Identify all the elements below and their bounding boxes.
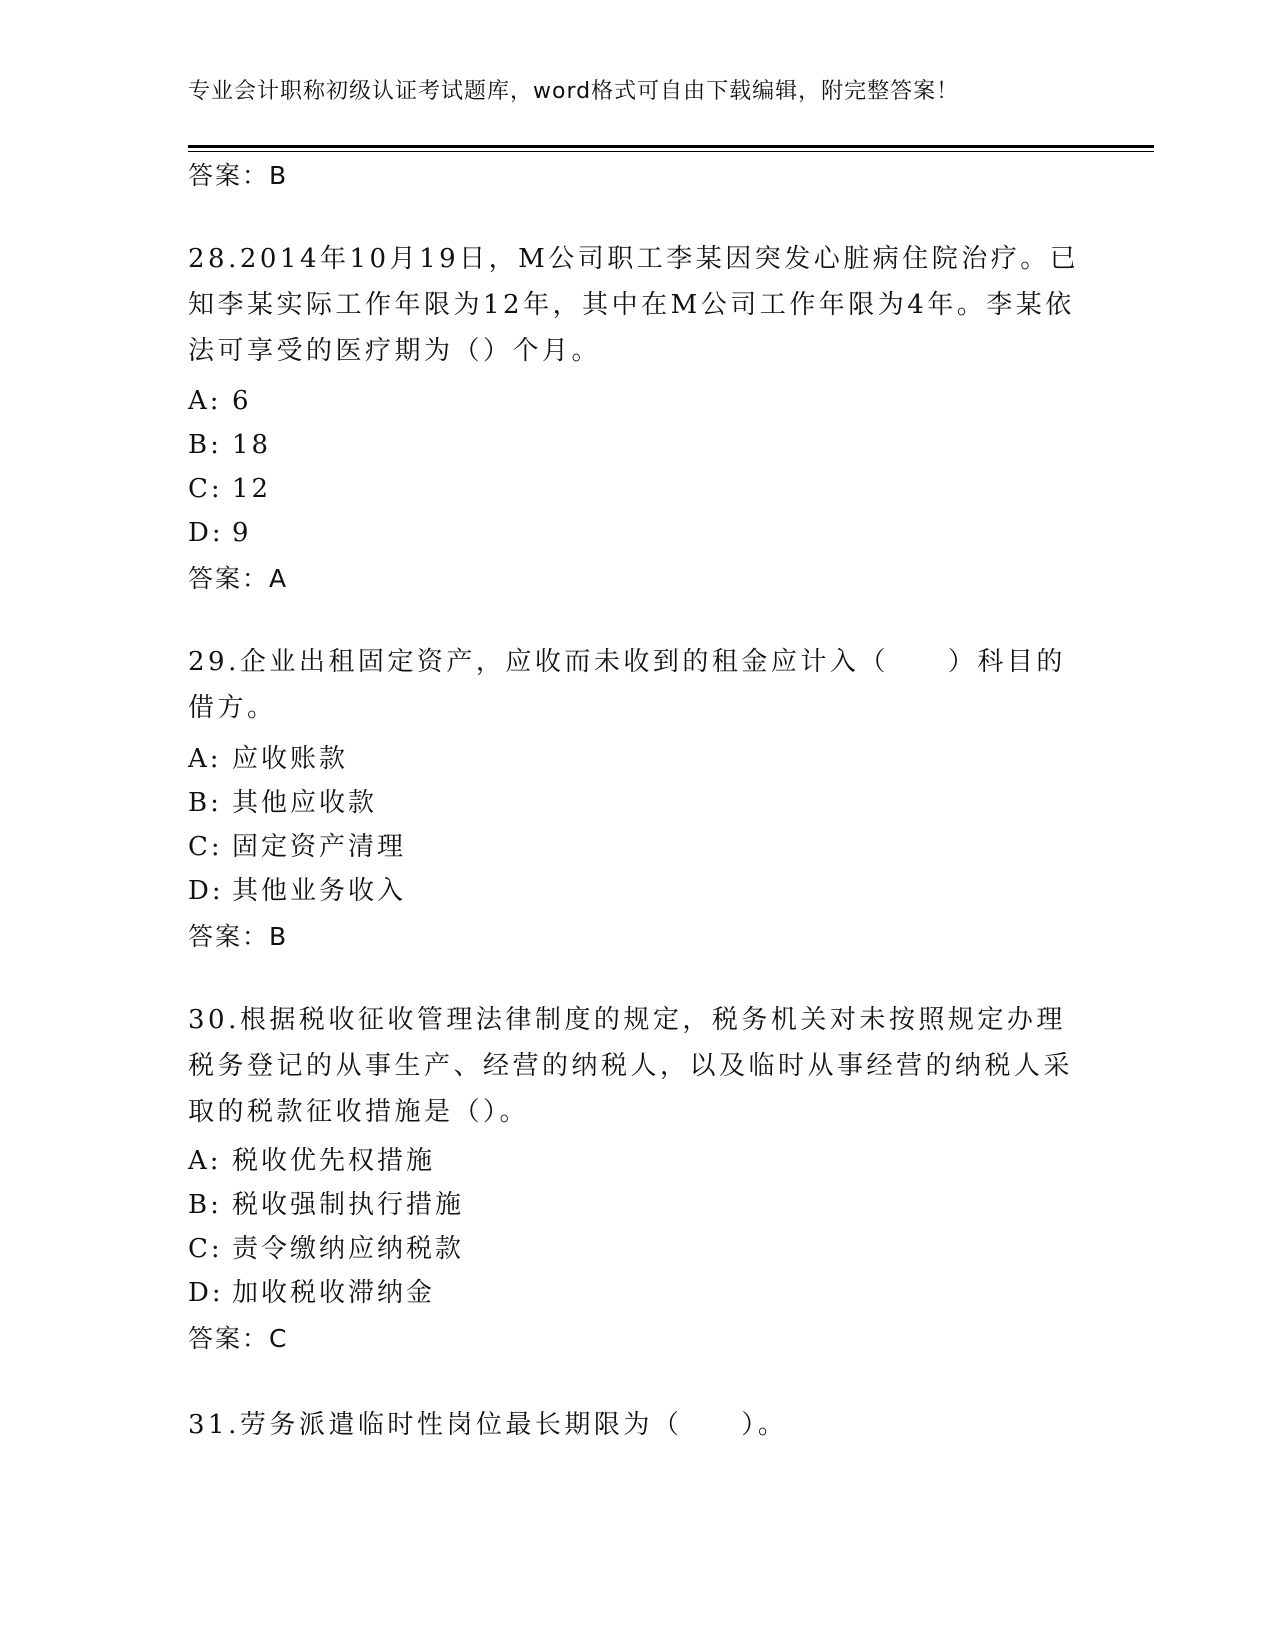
option-text: 12 [232, 474, 272, 504]
header-rule-thick [188, 145, 1154, 148]
option-label: C: [188, 832, 223, 862]
option-label: D: [188, 876, 224, 906]
option-text: 固定资产清理 [232, 832, 407, 862]
question-30-answer: 答案：C [188, 1324, 289, 1353]
option-text: 6 [232, 386, 252, 416]
question-28-option-a [188, 383, 252, 419]
option-label: D: [188, 1278, 224, 1308]
option-text: 加收税收滞纳金 [232, 1278, 436, 1308]
question-31-text: 31.劳务派遣临时性岗位最长期限为（ ）。 [188, 1410, 788, 1440]
option-label: B: [188, 430, 222, 460]
question-30-option-d [188, 1275, 435, 1311]
question-29-option-d [188, 873, 406, 909]
option-label: C: [188, 474, 223, 504]
question-28-text: 28.2014年10月19日，M公司职工李某因突发心脏病住院治疗。已知李某实际工作年限为12年，其中在M公司工作年限为4年。李某依法可享受的医疗期为（）个月。 [188, 244, 1080, 366]
question-29-option-a [188, 741, 348, 777]
question-29-answer: 答案：B [188, 922, 289, 951]
option-label: B: [188, 1190, 222, 1220]
question-28-option-c [188, 471, 271, 507]
option-text: 应收账款 [232, 744, 349, 774]
page-header: 专业会计职称初级认证考试题库，word格式可自由下载编辑，附完整答案！ [188, 79, 960, 104]
option-label: A: [188, 386, 222, 416]
question-28-option-d [188, 515, 252, 551]
option-text: 其他应收款 [232, 788, 378, 818]
question-29-option-c [188, 829, 406, 865]
question-30-option-a [188, 1143, 435, 1179]
option-label: D: [188, 518, 224, 548]
question-30-option-b [188, 1187, 464, 1223]
option-text: 9 [232, 518, 252, 548]
question-29-text: 29.企业出租固定资产，应收而未收到的租金应计入（ ）科目的借方。 [188, 647, 1066, 723]
option-text: 18 [232, 430, 272, 460]
option-text: 其他业务收入 [232, 876, 407, 906]
question-28-answer: 答案：A [188, 564, 289, 593]
option-label: B: [188, 788, 222, 818]
question-28-option-b [188, 427, 271, 463]
option-label: A: [188, 744, 222, 774]
option-text: 责令缴纳应纳税款 [232, 1234, 465, 1264]
question-30-option-c [188, 1231, 464, 1267]
question-29-option-b [188, 785, 377, 821]
question-30-text: 30.根据税收征收管理法律制度的规定，税务机关对未按照规定办理税务登记的从事生产、经营的纳税人，以及临时从事经营的纳税人采取的税款征收措施是（）。 [188, 1005, 1074, 1127]
previous-answer: 答案：B [188, 161, 289, 190]
option-label: C: [188, 1234, 223, 1264]
option-text: 税收优先权措施 [232, 1146, 436, 1176]
header-rule-thin [188, 151, 1154, 152]
option-text: 税收强制执行措施 [232, 1190, 465, 1220]
option-label: A: [188, 1146, 222, 1176]
